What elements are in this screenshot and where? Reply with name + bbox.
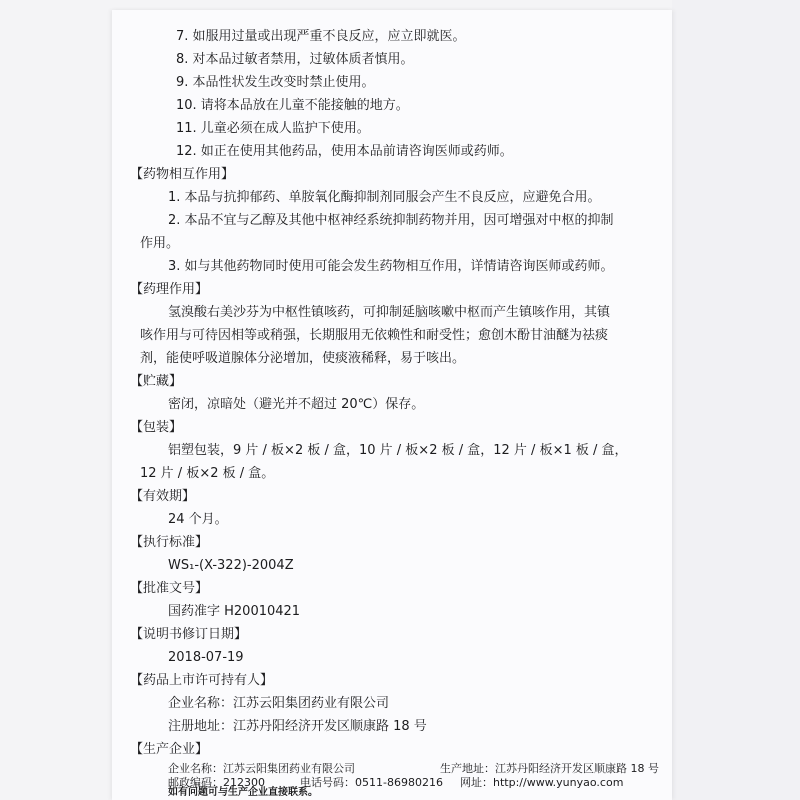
package-line: 12 片 / 板×2 板 / 盒。 [140,466,275,481]
pharmacology-line: 咳作用与可待因相等或稍强，长期服用无依赖性和耐受性；愈创木酚甘油醚为祛痰 [140,328,609,343]
pharmacology-line: 氢溴酸右美沙芬为中枢性镇咳药，可抑制延脑咳嗽中枢而产生镇咳作用，其镇 [168,305,611,320]
pharmacology-line: 剂，能使呼吸道腺体分泌增加，使痰液稀释，易于咳出。 [140,351,466,366]
interaction-line: 2. 本品不宜与乙醇及其他中枢神经系统抑制药物并用，因可增强对中枢的抑制 [168,213,614,228]
precaution-item: 11. 儿童必须在成人监护下使用。 [176,121,370,136]
holder-address: 注册地址：江苏丹阳经济开发区顺康路 18 号 [168,719,427,734]
manufacturer-phone: 电话号码：0511-86980216 [300,776,443,789]
section-header-interactions: 【药物相互作用】 [130,167,235,182]
precaution-item: 12. 如正在使用其他药品，使用本品前请咨询医师或药师。 [176,144,513,159]
manufacturer-company: 企业名称：江苏云阳集团药业有限公司 [168,762,355,775]
approval-text: 国药准字 H20010421 [168,604,301,619]
manufacturer-address: 生产地址：江苏丹阳经济开发区顺康路 18 号 [440,762,659,775]
standard-text: WS₁-(X-322)-2004Z [168,558,294,573]
precaution-item: 9. 本品性状发生改变时禁止使用。 [176,75,375,90]
manufacturer-postcode: 邮政编码：212300 [168,776,265,789]
section-header-storage: 【贮藏】 [130,374,183,389]
precaution-item: 7. 如服用过量或出现严重不良反应，应立即就医。 [176,29,466,44]
section-header-pharmacology: 【药理作用】 [130,282,209,297]
adjacent-page [672,0,800,800]
holder-company: 企业名称：江苏云阳集团药业有限公司 [168,696,390,711]
precaution-item: 8. 对本品过敏者禁用，过敏体质者慎用。 [176,52,414,67]
section-header-revision: 【说明书修订日期】 [130,627,248,642]
revision-text: 2018-07-19 [168,650,244,665]
section-header-approval: 【批准文号】 [130,581,209,596]
contact-note: 如有问题可与生产企业直接联系。 [168,787,318,798]
interaction-line: 3. 如与其他药物同时使用可能会发生药物相互作用，详情请咨询医师或药师。 [168,259,614,274]
manufacturer-website: 网址：http://www.yunyao.com [460,776,624,789]
interaction-line: 1. 本品与抗抑郁药、单胺氧化酶抑制剂同服会产生不良反应，应避免合用。 [168,190,601,205]
interaction-line: 作用。 [140,236,180,251]
section-header-package: 【包装】 [130,420,183,435]
section-header-holder: 【药品上市许可持有人】 [130,673,274,688]
validity-text: 24 个月。 [168,512,228,527]
precaution-item: 10. 请将本品放在儿童不能接触的地方。 [176,98,409,113]
section-header-validity: 【有效期】 [130,489,196,504]
section-header-manufacturer: 【生产企业】 [130,742,209,757]
section-header-standard: 【执行标准】 [130,535,209,550]
storage-text: 密闭，凉暗处（避光并不超过 20℃）保存。 [168,397,425,412]
package-line: 铝塑包装，9 片 / 板×2 板 / 盒，10 片 / 板×2 板 / 盒，12 片 / 板×1 板 / 盒， [168,443,628,458]
